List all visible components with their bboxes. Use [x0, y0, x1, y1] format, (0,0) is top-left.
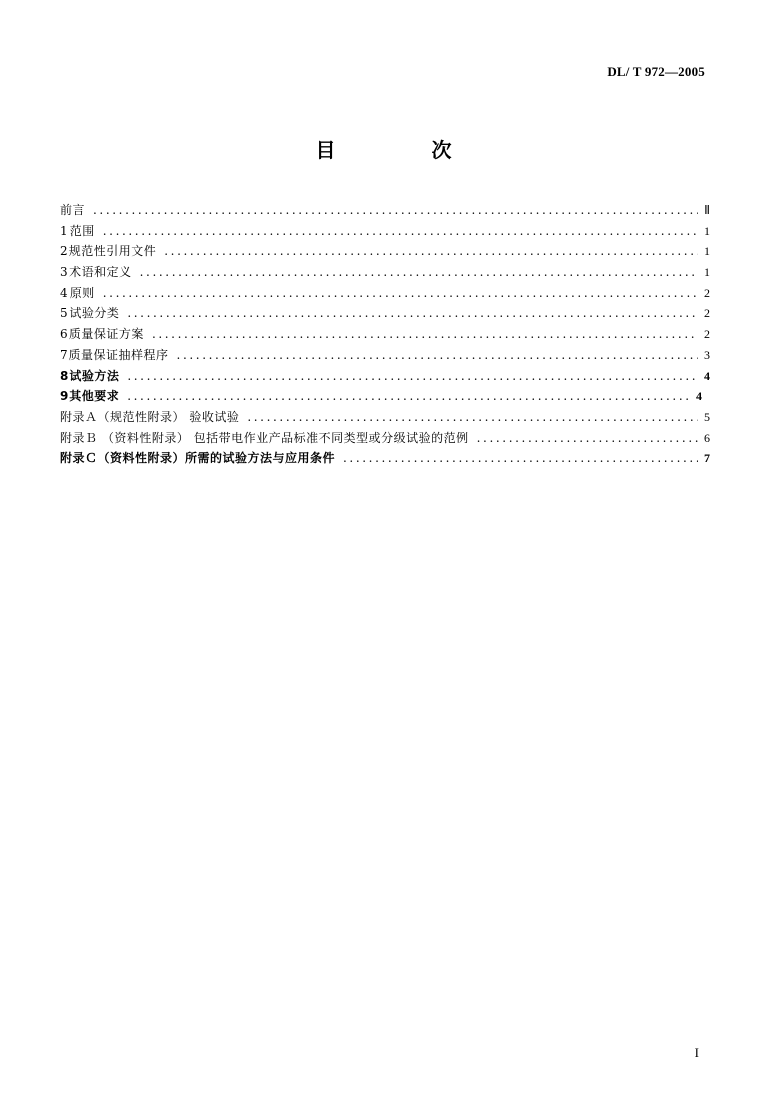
standard-code: DL/ T 972—2005 [607, 64, 705, 79]
toc-entry-number: 4 [60, 285, 68, 300]
toc-entry-label: 术语和定义 [69, 265, 132, 280]
toc-entry-2[interactable] [60, 241, 710, 262]
toc-entry-page: 2 [704, 306, 710, 321]
toc-entry-page: 7 [704, 451, 710, 466]
toc-entry-number: 1 [60, 223, 68, 238]
toc-entry-label: 规范性引用文件 [68, 244, 157, 259]
toc-entry-label: 原则 [69, 285, 95, 300]
toc-entry-label: 质量保证方案 [68, 327, 144, 342]
toc-entry-6[interactable] [60, 324, 710, 345]
dot-leader [343, 448, 698, 469]
dot-leader [140, 262, 698, 283]
dot-leader [164, 241, 698, 262]
toc-entry-page: 1 [704, 223, 710, 238]
toc-entry-page: 6 [704, 430, 710, 445]
dot-leader [103, 221, 698, 242]
toc-entry-page: 2 [704, 285, 710, 300]
dot-leader [93, 200, 698, 221]
table-of-contents [60, 200, 710, 469]
toc-entry-number: 6 [60, 327, 68, 342]
toc-entry-number: 2 [60, 244, 68, 259]
toc-entry-8[interactable] [60, 366, 710, 387]
dot-leader [247, 407, 698, 428]
toc-entry-label: 范围 [69, 223, 95, 238]
toc-entry-3[interactable] [60, 262, 710, 283]
toc-title: 目 次 [315, 138, 490, 162]
toc-entry-label: 质量保证抽样程序 [68, 347, 169, 362]
toc-entry-page: 1 [704, 265, 710, 280]
toc-entry-7[interactable] [60, 345, 710, 366]
dot-leader [177, 345, 698, 366]
dot-leader [477, 428, 698, 449]
toc-entry-number: 3 [60, 265, 68, 280]
dot-leader [127, 303, 698, 324]
toc-entry-page: 5 [704, 409, 710, 424]
toc-entry-page: Ⅱ [704, 203, 710, 217]
toc-entry-label: 试验分类 [69, 306, 120, 321]
toc-entry-label: 其他要求 [69, 389, 120, 404]
dot-leader [152, 324, 698, 345]
toc-entry-label: 附录Ｃ（资料性附录）所需的试验方法与应用条件 [60, 451, 336, 466]
toc-entry-4[interactable] [60, 283, 710, 304]
toc-entry-page: 4 [704, 368, 710, 383]
toc-entry-label: 前言 [60, 203, 86, 217]
toc-entry-label: 附录Ａ（规范性附录） 验收试验 [60, 409, 240, 424]
toc-entry-page: 4 [696, 389, 702, 404]
toc-entry-appendix-b[interactable] [60, 428, 710, 449]
dot-leader [127, 366, 698, 387]
toc-entry-5[interactable] [60, 303, 710, 324]
toc-entry-number: 8 [60, 368, 69, 383]
toc-entry-page: 3 [704, 347, 710, 362]
toc-entry-foreword[interactable] [60, 200, 710, 221]
toc-entry-appendix-a[interactable] [60, 407, 710, 428]
toc-entry-label: 附录Ｂ （资料性附录） 包括带电作业产品标准不同类型或分级试验的范例 [60, 430, 469, 445]
toc-entry-1[interactable] [60, 221, 710, 242]
dot-leader [127, 386, 690, 407]
toc-entry-number: 7 [60, 347, 68, 362]
page-number: I [694, 1045, 699, 1060]
toc-entry-label: 试验方法 [69, 368, 120, 383]
toc-entry-page: 2 [704, 327, 710, 342]
toc-entry-page: 1 [704, 244, 710, 259]
toc-entry-appendix-c[interactable] [60, 448, 710, 469]
toc-entry-9[interactable] [60, 386, 710, 407]
dot-leader [103, 283, 698, 304]
toc-entry-number: 9 [60, 389, 69, 404]
toc-entry-number: 5 [60, 306, 68, 321]
